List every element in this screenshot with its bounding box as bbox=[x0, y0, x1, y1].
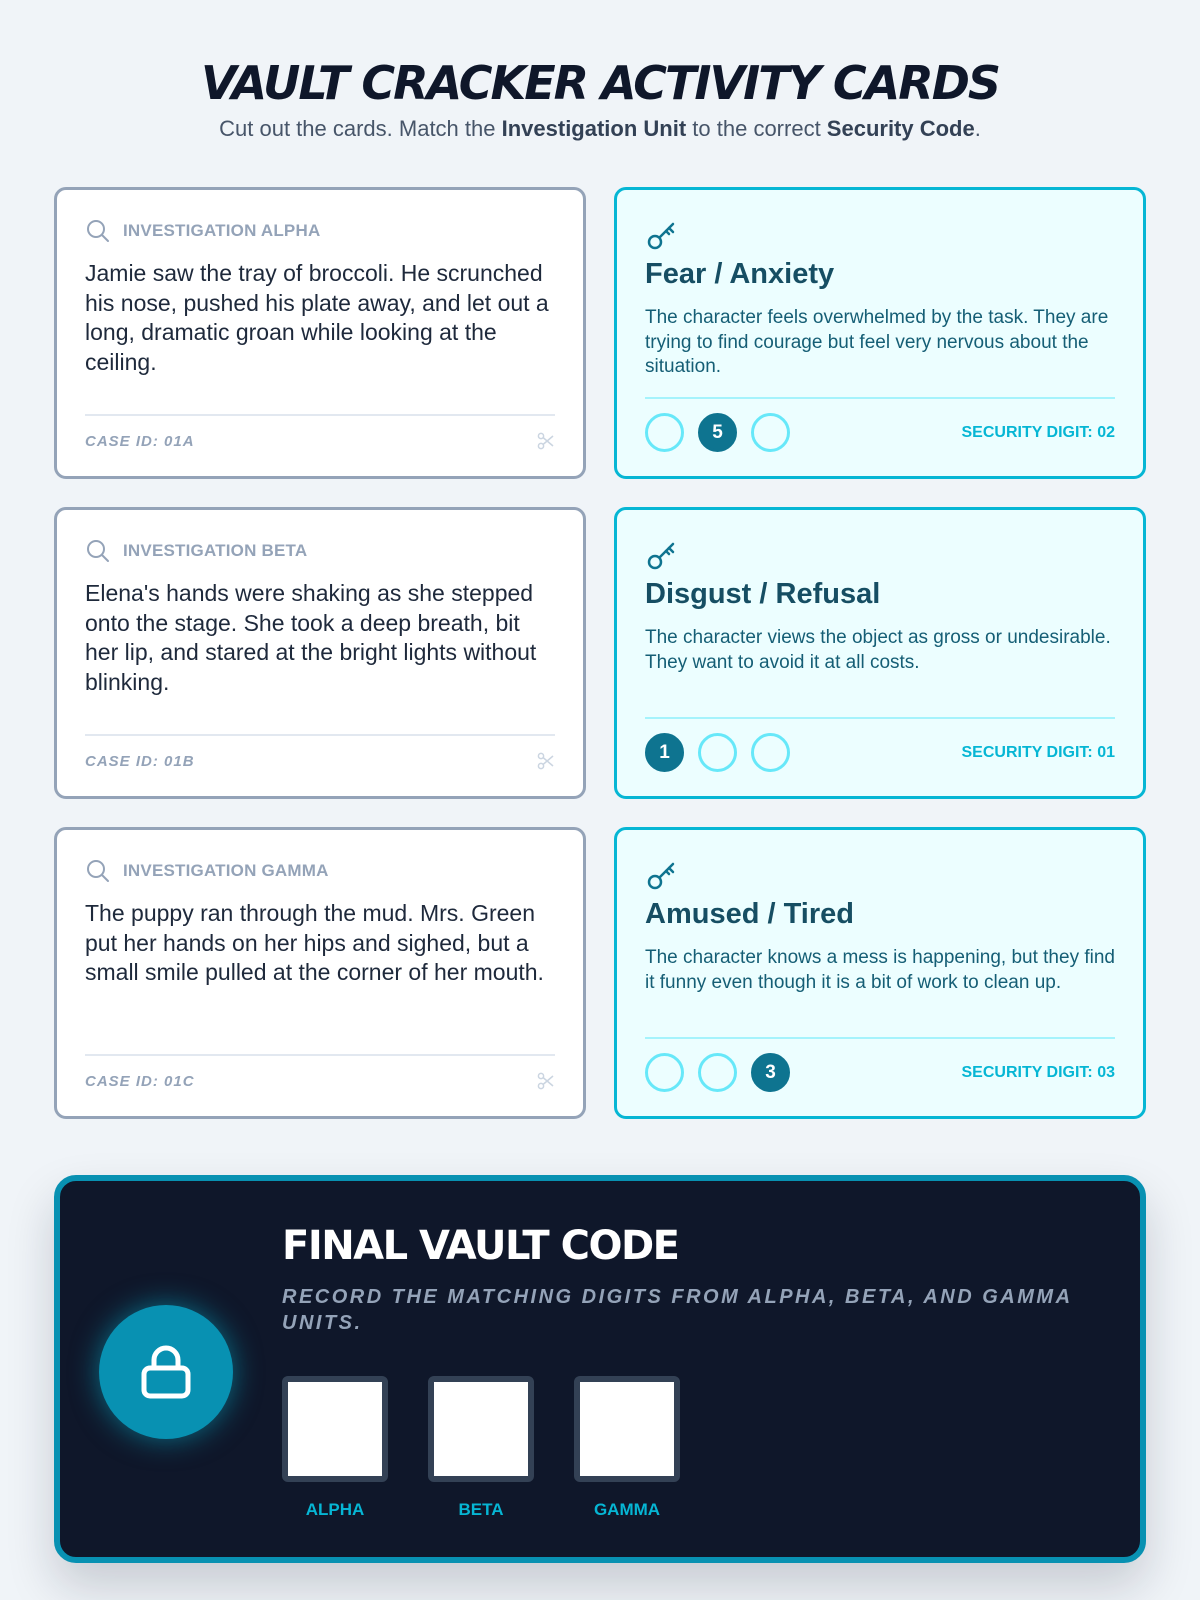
investigation-card-gamma[interactable] bbox=[54, 827, 586, 1119]
code-label: ALPHA bbox=[305, 1500, 365, 1519]
code-title: Amused / Tired bbox=[645, 898, 854, 930]
vault-subtitle: RECORD THE MATCHING DIGITS FROM ALPHA, BETA, AND GAMMA UNITS. bbox=[282, 1286, 1072, 1334]
subtitle-text-2: to the correct bbox=[686, 116, 827, 141]
investigation-card-beta[interactable] bbox=[54, 507, 586, 799]
subtitle-bold-investigation: Investigation Unit bbox=[501, 116, 687, 141]
code-box-alpha[interactable] bbox=[282, 1376, 388, 1482]
case-id: CASE ID: 01A bbox=[85, 432, 195, 450]
security-digit: SECURITY DIGIT: 02 bbox=[961, 423, 1115, 441]
code-description: The character knows a mess is happening, but they find it funny even though it is a bit of work to clean up. bbox=[645, 947, 1115, 993]
digit-dot-filled: 1 bbox=[645, 733, 684, 772]
investigation-header bbox=[85, 858, 329, 884]
code-description: The character feels overwhelmed by the task. They are trying to find courage but feel very nervous about the situation. bbox=[645, 307, 1109, 377]
key-icon bbox=[645, 218, 679, 252]
code-description: The character views the object as gross or undesirable. They want to avoid it at all costs. bbox=[645, 627, 1111, 673]
page-title: VAULT CRACKER ACTIVITY CARDS bbox=[200, 56, 1000, 110]
code-box-gamma[interactable] bbox=[574, 1376, 680, 1482]
code-card-fear[interactable] bbox=[614, 187, 1146, 479]
code-footer bbox=[645, 717, 1115, 772]
investigation-header bbox=[85, 538, 307, 564]
digit-dot bbox=[645, 413, 684, 452]
investigation-footer bbox=[85, 1054, 555, 1090]
digit-dot bbox=[751, 733, 790, 772]
investigation-label: INVESTIGATION BETA bbox=[123, 541, 308, 560]
search-icon bbox=[85, 858, 111, 884]
digit-dot bbox=[698, 733, 737, 772]
lock-badge bbox=[99, 1305, 233, 1439]
code-box-beta[interactable] bbox=[428, 1376, 534, 1482]
subtitle-text-3: . bbox=[974, 116, 981, 141]
code-slot-beta bbox=[428, 1376, 534, 1520]
investigation-text: Elena's hands were shaking as she stepped onto the stage. She took a deep breath, bit her lip, and stared at the bright lights without blinking. bbox=[85, 580, 537, 695]
search-icon bbox=[85, 538, 111, 564]
code-footer bbox=[645, 1037, 1115, 1092]
code-label: BETA bbox=[458, 1500, 504, 1519]
case-id: CASE ID: 01C bbox=[85, 1072, 195, 1090]
digit-dot bbox=[698, 1053, 737, 1092]
investigation-label: INVESTIGATION ALPHA bbox=[123, 221, 321, 240]
investigation-text: The puppy ran through the mud. Mrs. Green put her hands on her hips and sighed, but a small smile pulled at the corner of her mouth. bbox=[85, 900, 544, 985]
key-icon bbox=[645, 538, 679, 572]
code-card-disgust[interactable] bbox=[614, 507, 1146, 799]
investigation-card-alpha[interactable] bbox=[54, 187, 586, 479]
digit-dot bbox=[751, 413, 790, 452]
code-footer bbox=[645, 397, 1115, 452]
code-card-amused[interactable] bbox=[614, 827, 1146, 1119]
page-subtitle bbox=[0, 116, 1200, 142]
vault-title: FINAL VAULT CODE bbox=[282, 1223, 679, 1269]
search-icon bbox=[85, 218, 111, 244]
digit-dot-filled: 3 bbox=[751, 1053, 790, 1092]
key-icon bbox=[645, 858, 679, 892]
code-slot-gamma bbox=[574, 1376, 680, 1520]
subtitle-text-1: Cut out the cards. Match the bbox=[219, 116, 502, 141]
digit-dots bbox=[645, 733, 790, 772]
security-digit: SECURITY DIGIT: 01 bbox=[961, 743, 1115, 761]
investigation-text: Jamie saw the tray of broccoli. He scrunched his nose, pushed his plate away, and let out a long, dramatic groan while looking at the ceiling. bbox=[85, 260, 549, 375]
digit-dot-filled: 5 bbox=[698, 413, 737, 452]
digit-dot bbox=[645, 1053, 684, 1092]
digit-dots bbox=[645, 1053, 790, 1092]
scissors-icon bbox=[537, 432, 555, 450]
scissors-icon bbox=[537, 1072, 555, 1090]
investigation-label: INVESTIGATION GAMMA bbox=[123, 861, 329, 880]
code-title: Disgust / Refusal bbox=[645, 578, 881, 610]
code-slots bbox=[282, 1376, 680, 1520]
lock-icon bbox=[135, 1341, 197, 1403]
case-id: CASE ID: 01B bbox=[85, 752, 195, 770]
code-slot-alpha bbox=[282, 1376, 388, 1520]
digit-dots bbox=[645, 413, 790, 452]
investigation-footer bbox=[85, 734, 555, 770]
scissors-icon bbox=[537, 752, 555, 770]
code-label: GAMMA bbox=[593, 1500, 661, 1519]
code-title: Fear / Anxiety bbox=[645, 258, 835, 290]
investigation-footer bbox=[85, 414, 555, 450]
subtitle-bold-security: Security Code bbox=[826, 116, 975, 141]
security-digit: SECURITY DIGIT: 03 bbox=[961, 1063, 1115, 1081]
investigation-header bbox=[85, 218, 320, 244]
final-vault-panel bbox=[54, 1175, 1146, 1563]
